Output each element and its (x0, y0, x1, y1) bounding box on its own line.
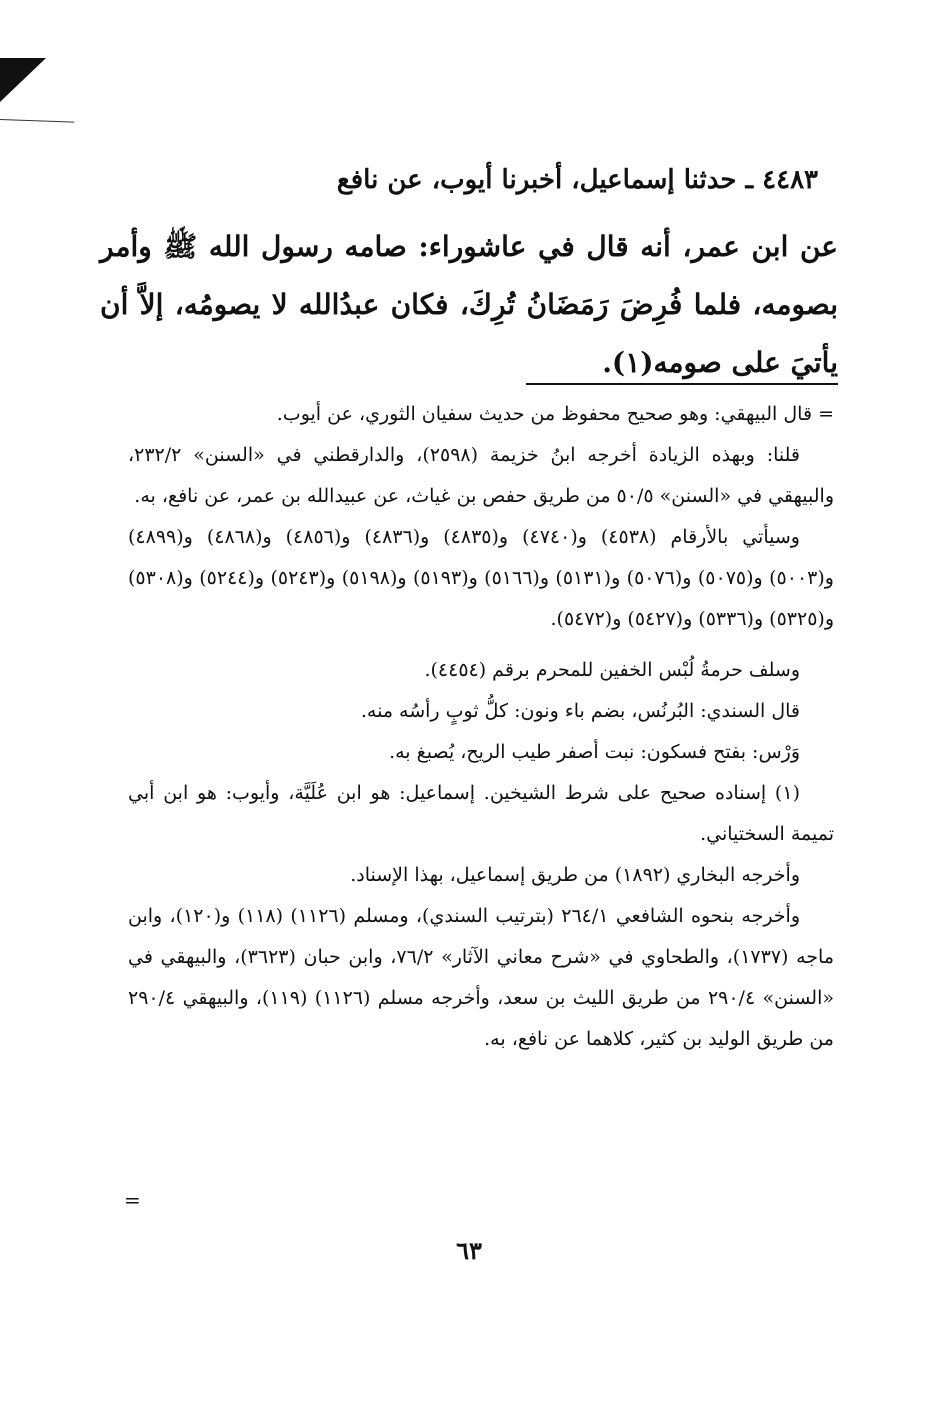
footnote-paragraph-1: قلنا: وبهذه الزيادة أخرجه ابنُ خزيمة (٢٥٩٨)، والدارقطني في «السنن» ٢٣٢/٢، والبيهقي في «السنن» ٥٠/٥ من طريق حفص بن غياث، عن عبيدالله بن عمر، عن نافع، به. (128, 444, 834, 507)
hadith-heading: ٤٤٨٣ ـ حدثنا إسماعيل، أخبرنا أيوب، عن نافع (336, 165, 818, 195)
hadith-line-1: عن ابن عمر، أنه قال في عاشوراء: صامه رسول الله ﷺ وأمر (100, 230, 838, 263)
footnote-paragraph-7: وأخرجه بنحوه الشافعي ٢٦٤/١ (بترتيب السندي)، ومسلم (١١٢٦) (١١٨) و(١٢٠)، وابن ماجه (١٧٣٧)، والطحاوي في «شرح معاني الآثار» ٧٦/٢، وابن حبان (٣٦٢٣)، والبيهقي في «السنن» ٢٩٠/٤ من طريق الليث بن سعد، وأخرجه مسلم (١١٢٦) (١١٩)، والبيهقي ٢٩٠/٤ من طريق الوليد بن كثير، كلاهما عن نافع، به. (128, 905, 834, 1050)
footnote-1: (١) إسناده صحيح على شرط الشيخين. إسماعيل: هو ابن عُلَيَّة، وأيوب: هو ابن أبي تميمة السختياني. (128, 782, 834, 845)
footnote-paragraph-5: وَرْس: بفتح فسكون: نبت أصفر طيب الريح، يُصبغ به. (389, 741, 800, 763)
hadith-text (100, 218, 838, 392)
continues-mark: = (124, 1188, 141, 1212)
page-number: ٦٣ (456, 1236, 482, 1265)
footnotes (128, 394, 834, 1060)
page-corner-mark (0, 58, 46, 102)
footnote-paragraph-3: وسلف حرمةُ لُبْس الخفين للمحرم برقم (٤٤٥٤). (424, 659, 800, 681)
hadith-line-3: يأتيَ على صومه(١). (602, 346, 838, 379)
footnote-continuation: = قال البيهقي: وهو صحيح محفوظ من حديث سفيان الثوري، عن أيوب. (276, 403, 834, 425)
footnote-paragraph-2: وسيأتي بالأرقام (٤٥٣٨) و(٤٧٤٠) و(٤٨٣٥) و(٤٨٣٦) و(٤٨٥٦) و(٤٨٦٨) و(٤٨٩٩) و(٥٠٠٣) و(٥٠٧٥) و(٥٠٧٦) و(٥١٣١) و(٥١٦٦) و(٥١٩٣) و(٥١٩٨) و(٥٢٤٣) و(٥٢٤٤) و(٥٣٠٨) و(٥٣٢٥) و(٥٣٣٦) و(٥٤٢٧) و(٥٤٧٢). (128, 526, 834, 630)
footnote-separator (526, 383, 838, 385)
scan-edge-line (0, 119, 74, 123)
footnote-paragraph-6: وأخرجه البخاري (١٨٩٢) من طريق إسماعيل، بهذا الإسناد. (350, 864, 800, 886)
footnote-paragraph-4: قال السندي: البُرنُس، بضم باء ونون: كلُّ ثوبٍ رأسُه منه. (360, 700, 800, 722)
hadith-line-2: بصومه، فلما فُرِضَ رَمَضَانُ تُرِكَ، فكان عبدُالله لا يصومُه، إلاَّ أن (100, 288, 838, 321)
